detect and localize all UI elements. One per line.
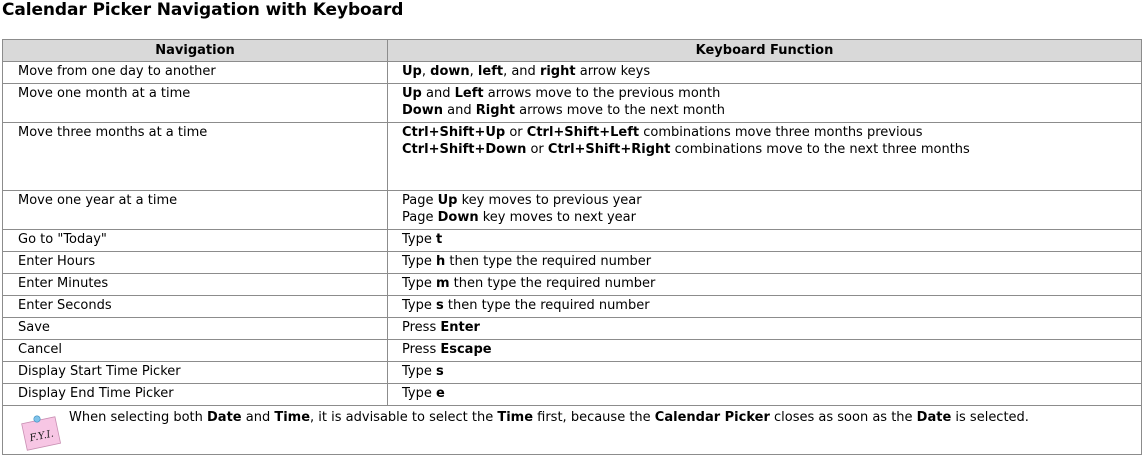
key-term: Enter: [440, 320, 480, 335]
key-term: Down: [437, 210, 479, 225]
keyboard-function-line: [402, 62, 1141, 80]
key-term: m: [436, 276, 450, 291]
key-term: Down: [402, 103, 443, 118]
navigation-text: Move one year at a time: [18, 193, 178, 208]
function-text: Type: [402, 254, 436, 269]
key-term: Up: [402, 64, 422, 79]
keyboard-navigation-table: [2, 39, 1142, 455]
keyboard-function-line: [402, 252, 1141, 270]
fyi-row: [3, 406, 1142, 455]
fyi-key-term: Date: [916, 410, 952, 425]
function-text: then type the required number: [445, 254, 652, 269]
navigation-column-header: Navigation: [3, 40, 388, 62]
keyboard-function-cell: [388, 191, 1142, 230]
navigation-cell: [3, 62, 388, 84]
key-term: e: [436, 386, 445, 401]
function-text: Type: [402, 276, 436, 291]
navigation-text: Display Start Time Picker: [18, 364, 181, 379]
keyboard-function-cell: [388, 252, 1142, 274]
fyi-cell: [3, 406, 1142, 455]
function-text: arrow keys: [575, 64, 651, 79]
keyboard-function-line: [402, 274, 1141, 292]
keyboard-function-line: [402, 123, 1141, 141]
fyi-key-term: Calendar Picker: [654, 410, 770, 425]
table-row: [3, 384, 1142, 406]
function-text: or: [526, 142, 548, 157]
key-term: t: [436, 232, 443, 247]
navigation-text: Cancel: [18, 342, 63, 357]
function-text: Page: [402, 210, 438, 225]
key-term: Ctrl+Shift+Right: [547, 142, 671, 157]
function-text: Type: [402, 386, 436, 401]
keyboard-function-line: [402, 209, 1141, 226]
function-text: and: [421, 86, 455, 101]
navigation-text: Move from one day to another: [18, 64, 216, 79]
keyboard-function-line: [402, 84, 1141, 102]
function-text: then type the required number: [443, 298, 650, 313]
key-term: Ctrl+Shift+Down: [402, 142, 527, 157]
function-text: Type: [402, 232, 436, 247]
key-term: Right: [475, 103, 515, 118]
key-term: Escape: [440, 342, 492, 357]
navigation-cell: [3, 318, 388, 340]
navigation-text: Go to "Today": [18, 232, 107, 247]
navigation-text: Enter Seconds: [18, 298, 112, 313]
function-text: combinations move three months previous: [639, 125, 923, 140]
navigation-text: Move one month at a time: [18, 86, 191, 101]
keyboard-function-cell: [388, 340, 1142, 362]
fyi-message: [69, 409, 1029, 426]
page-title: Calendar Picker Navigation with Keyboard: [2, 0, 404, 20]
key-term: Up: [402, 86, 422, 101]
table-row: [3, 62, 1142, 84]
key-term: down: [430, 64, 470, 79]
function-text: key moves to next year: [478, 210, 636, 225]
navigation-cell: [3, 296, 388, 318]
function-text: combinations move to the next three months: [670, 142, 970, 157]
fyi-key-term: Time: [497, 410, 534, 425]
keyboard-function-line: [402, 141, 1141, 158]
table-row: [3, 340, 1142, 362]
navigation-text: Move three months at a time: [18, 125, 208, 140]
navigation-cell: [3, 274, 388, 296]
table-row: [3, 191, 1142, 230]
table-row: [3, 318, 1142, 340]
keyboard-function-cell: [388, 62, 1142, 84]
key-term: Up: [437, 193, 458, 208]
navigation-text: Save: [18, 320, 50, 335]
fyi-sticky-note-icon: [19, 413, 63, 451]
keyboard-function-line: [402, 318, 1141, 336]
key-term: right: [539, 64, 576, 79]
function-text: ,: [421, 64, 431, 79]
fyi-text-segment: When selecting both: [69, 410, 207, 425]
key-term: s: [436, 298, 444, 313]
fyi-text-segment: closes as soon as the: [769, 410, 917, 425]
navigation-cell: [3, 230, 388, 252]
key-term: left: [477, 64, 504, 79]
key-term: s: [436, 364, 444, 379]
function-text: or: [505, 125, 527, 140]
keyboard-function-column-header: Keyboard Function: [388, 40, 1142, 62]
function-text: Type: [402, 364, 436, 379]
fyi-text-segment: is selected.: [951, 410, 1029, 425]
function-text: key moves to previous year: [457, 193, 642, 208]
fyi-text-segment: and: [241, 410, 275, 425]
keyboard-function-line: [402, 230, 1141, 248]
function-text: and: [443, 103, 476, 118]
keyboard-function-cell: [388, 274, 1142, 296]
navigation-cell: [3, 191, 388, 230]
keyboard-function-line: [402, 191, 1141, 209]
navigation-text: Enter Minutes: [18, 276, 109, 291]
navigation-cell: [3, 362, 388, 384]
fyi-key-term: Time: [274, 410, 311, 425]
fyi-key-term: Date: [207, 410, 242, 425]
navigation-cell: [3, 84, 388, 123]
function-text: Press: [402, 320, 441, 335]
key-term: Ctrl+Shift+Left: [526, 125, 640, 140]
keyboard-function-line: [402, 296, 1141, 314]
key-term: Left: [454, 86, 484, 101]
navigation-text: Display End Time Picker: [18, 386, 174, 401]
function-text: Type: [402, 298, 436, 313]
function-text: arrows move to the previous month: [483, 86, 721, 101]
navigation-cell: [3, 340, 388, 362]
table-row: [3, 362, 1142, 384]
keyboard-function-cell: [388, 296, 1142, 318]
function-text: Press: [402, 342, 441, 357]
keyboard-function-cell: [388, 384, 1142, 406]
navigation-text: Enter Hours: [18, 254, 96, 269]
svg-text:F.Y.I.: F.Y.I.: [28, 428, 55, 445]
keyboard-function-line: [402, 362, 1141, 380]
navigation-cell: [3, 123, 388, 191]
fyi-text-segment: first, because the: [533, 410, 655, 425]
keyboard-function-cell: [388, 230, 1142, 252]
navigation-cell: [3, 252, 388, 274]
keyboard-function-line: [402, 384, 1141, 402]
keyboard-function-cell: [388, 84, 1142, 123]
table-row: [3, 230, 1142, 252]
function-text: , and: [503, 64, 540, 79]
table-row: [3, 296, 1142, 318]
function-text: then type the required number: [449, 276, 656, 291]
function-text: arrows move to the next month: [514, 103, 725, 118]
navigation-cell: [3, 384, 388, 406]
table-row: [3, 84, 1142, 123]
keyboard-function-line: [402, 340, 1141, 358]
function-text: Page: [402, 193, 438, 208]
fyi-text-segment: , it is advisable to select the: [310, 410, 498, 425]
table-row: [3, 274, 1142, 296]
key-term: Ctrl+Shift+Up: [402, 125, 506, 140]
keyboard-function-cell: [388, 362, 1142, 384]
table-row: [3, 252, 1142, 274]
key-term: h: [436, 254, 446, 269]
keyboard-function-cell: [388, 318, 1142, 340]
keyboard-function-line: [402, 102, 1141, 119]
function-text: ,: [469, 64, 478, 79]
table-header-row: [3, 40, 1142, 62]
keyboard-function-cell: [388, 123, 1142, 191]
table-row: [3, 123, 1142, 191]
